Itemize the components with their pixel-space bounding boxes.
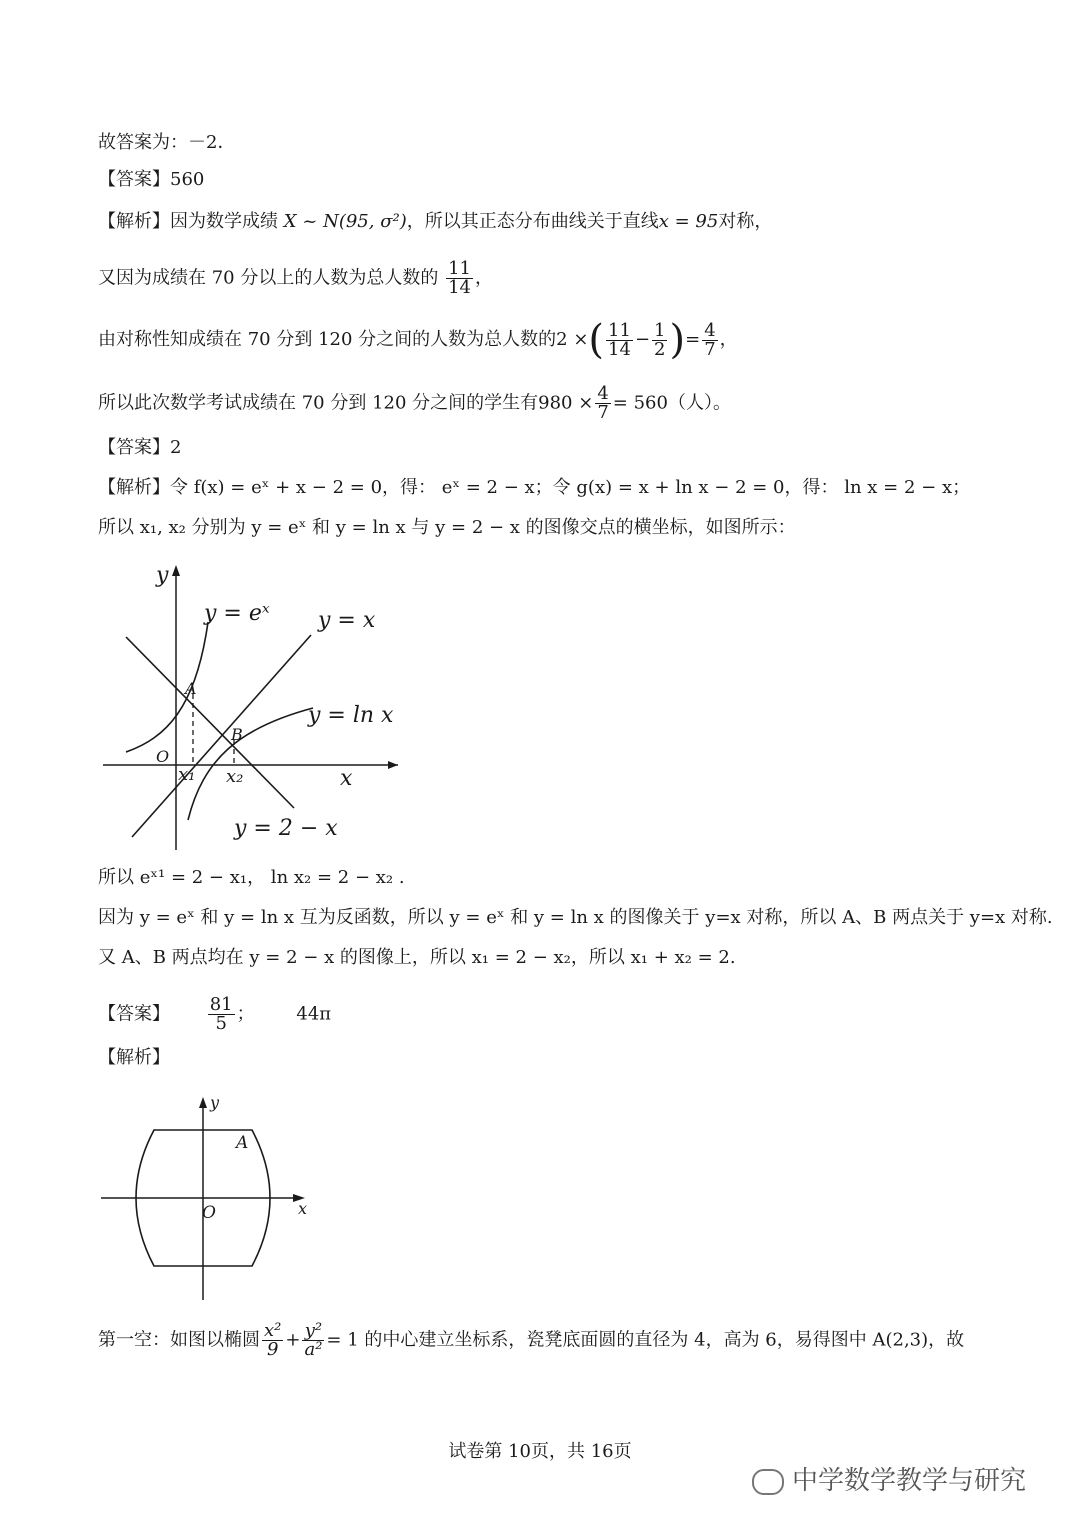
analysis-line-functions: [98, 476, 970, 500]
text: 令 f(x) = eˣ + x − 2 = 0，得： eˣ = 2 − x；令 g(x) = x + ln x − 2 = 0，得： ln x = 2 − x；: [170, 477, 971, 498]
math: +: [285, 1329, 301, 1351]
analysis-line-sum: 又 A、B 两点均在 y = 2 − x 的图像上，所以 x₁ = 2 − x₂，所以 x₁ + x₂ = 2.: [98, 947, 736, 968]
text: 由对称性知成绩在 70 分到 120 分之间的人数为总人数的: [98, 329, 557, 350]
analysis-tag-line: 【解析】: [98, 1047, 170, 1068]
text: ，所以其正态分布曲线关于直线: [406, 211, 659, 232]
analysis-line-symmetry: [98, 317, 738, 363]
fraction: [652, 319, 667, 360]
answer-line-560: [98, 168, 204, 192]
fraction-denominator: 7: [597, 402, 609, 423]
x2-label: x₂: [226, 766, 244, 787]
x-axis-label: x: [298, 1199, 308, 1218]
fraction-numerator: 11: [448, 258, 471, 279]
fraction: [606, 319, 633, 360]
analysis-line-exp-relation: 所以 eˣ¹ = 2 − x₁， ln x₂ = 2 − x₂ .: [98, 867, 405, 888]
fraction-denominator: 14: [448, 277, 471, 298]
fraction-numerator: 4: [597, 383, 609, 404]
answer-tag: 【答案】: [98, 1003, 170, 1025]
answer-value: 44π: [296, 1003, 332, 1025]
math: 2 ×: [556, 329, 589, 350]
point-a-label: A: [236, 1133, 249, 1153]
watermark: [752, 1460, 1026, 1497]
fraction: [208, 996, 235, 1033]
fraction-numerator: y²: [302, 1322, 324, 1341]
answer-value: 560: [170, 169, 205, 190]
fraction: [595, 385, 610, 422]
fraction-numerator: 4: [704, 319, 716, 341]
fraction-denominator: 7: [704, 338, 716, 360]
x-axis-label: x: [340, 766, 353, 791]
curve-label-exp: y = eˣ: [204, 601, 270, 626]
math-distribution: X ~ N(95, σ²): [283, 211, 407, 232]
left-paren: (: [588, 317, 605, 363]
fraction-denominator: 5: [215, 1013, 227, 1034]
analysis-line-ellipse: [98, 1322, 964, 1359]
answer-conclusion: 故答案为：－2．: [98, 132, 236, 153]
analysis-tag: 【解析】: [98, 477, 170, 498]
answer-value: 2: [170, 437, 182, 458]
right-paren: ): [669, 317, 686, 363]
answer-tag: 【答案】: [98, 169, 170, 190]
analysis-line-normal: [98, 210, 772, 234]
stool-cross-section-graph: [98, 1092, 313, 1302]
math: 980 ×: [538, 392, 594, 414]
x1-label: x₁: [178, 764, 196, 785]
fraction-denominator: 9: [266, 1339, 279, 1360]
point-b-label: B: [231, 725, 243, 744]
y-axis-label: y: [156, 563, 169, 588]
text: ；: [236, 1003, 255, 1025]
answer-line-2: [98, 436, 181, 460]
answer-line-stool: [98, 996, 331, 1033]
origin-label: O: [156, 747, 170, 766]
curve-label-line: y = 2 − x: [234, 816, 338, 841]
text: 第一空：如图以椭圆: [98, 1329, 260, 1351]
fraction-denominator: 2: [654, 338, 666, 360]
text: 因为数学成绩: [170, 211, 278, 232]
math: −: [634, 329, 651, 350]
point-a-label: A: [185, 679, 197, 698]
wechat-icon: [752, 1469, 784, 1495]
curve-label-identity: y = x: [318, 608, 376, 633]
math: =: [685, 329, 701, 350]
fraction-numerator: 81: [209, 994, 233, 1015]
fraction: [446, 260, 473, 297]
text: ，: [719, 329, 738, 350]
fraction-denominator: 14: [608, 338, 631, 360]
fraction-numerator: 1: [654, 319, 666, 341]
y-axis-label: y: [210, 1093, 220, 1112]
analysis-line-ratio: [98, 260, 493, 297]
analysis-line-inverse: 因为 y = eˣ 和 y = ln x 互为反函数，所以 y = eˣ 和 y = ln x 的图像关于 y=x 对称，所以 A、B 两点关于 y=x 对称.: [98, 907, 1053, 928]
origin-label: O: [202, 1203, 216, 1223]
analysis-line-result: [98, 385, 731, 422]
fraction-numerator: x²: [264, 1320, 282, 1341]
fraction: [302, 1322, 324, 1359]
text: 又因为成绩在 70 分以上的人数为总人数的: [98, 267, 439, 289]
math-axis: x = 95: [658, 211, 719, 232]
answer-tag: 【答案】: [98, 437, 170, 458]
curve-label-log: y = ln x: [308, 703, 394, 728]
fraction-denominator: a²: [304, 1339, 323, 1360]
fraction-numerator: 11: [608, 319, 631, 341]
analysis-tag: 【解析】: [98, 211, 170, 232]
fraction: [262, 1322, 283, 1359]
fraction: [702, 319, 717, 360]
text: 所以此次数学考试成绩在 70 分到 120 分之间的学生有: [98, 392, 539, 414]
function-graph: [98, 560, 408, 850]
text: = 560（人）。: [612, 392, 731, 414]
text: ，: [475, 267, 493, 289]
page-footer: 试卷第 10页，共 16页: [448, 1441, 632, 1462]
watermark-text: 中学数学教学与研究: [792, 1466, 1027, 1496]
text: 对称，: [718, 211, 773, 232]
text: = 1 的中心建立坐标系，瓷凳底面圆的直径为 4，高为 6，易得图中 A(2,3)，故: [326, 1329, 965, 1351]
analysis-line-intersection: 所以 x₁, x₂ 分别为 y = eˣ 和 y = ln x 与 y = 2 − x 的图像交点的横坐标，如图所示：: [98, 517, 796, 538]
